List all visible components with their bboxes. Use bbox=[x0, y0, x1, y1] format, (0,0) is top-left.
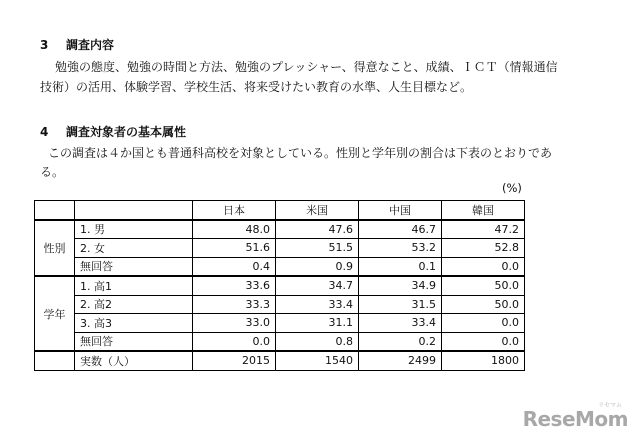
table-row bbox=[35, 276, 525, 295]
header-korea: 韓国 bbox=[442, 201, 525, 220]
row-label: 無回答 bbox=[75, 257, 193, 276]
section-4-line-2: る。 bbox=[40, 165, 65, 179]
value-cell: 34.7 bbox=[276, 276, 359, 295]
header-japan: 日本 bbox=[193, 201, 276, 220]
value-cell: 31.1 bbox=[276, 314, 359, 333]
value-cell: 0.0 bbox=[442, 314, 525, 333]
value-cell: 46.7 bbox=[359, 220, 442, 239]
value-cell: 51.5 bbox=[276, 239, 359, 258]
value-cell: 33.3 bbox=[193, 295, 276, 314]
value-cell: 33.6 bbox=[193, 276, 276, 295]
section-4-title: 調査対象者の基本属性 bbox=[66, 125, 187, 139]
value-cell: 0.0 bbox=[442, 257, 525, 276]
watermark-subtext: リセマム bbox=[598, 402, 622, 409]
row-label: 1. 高1 bbox=[75, 276, 193, 295]
value-cell: 51.6 bbox=[193, 239, 276, 258]
group-label-gender: 性別 bbox=[35, 220, 75, 277]
row-label: 1. 男 bbox=[75, 220, 193, 239]
section-3-line-1: 勉強の態度、勉強の時間と方法、勉強のプレッシャー、得意なこと、成績、ＩＣＴ（情報通信 bbox=[55, 60, 558, 74]
section-3-title: 調査内容 bbox=[66, 38, 115, 52]
value-cell: 0.0 bbox=[442, 332, 525, 351]
table-row bbox=[35, 314, 525, 333]
table-unit: (%) bbox=[502, 181, 522, 195]
group-label-grade: 学年 bbox=[35, 276, 75, 351]
table-header-row bbox=[35, 201, 525, 220]
value-cell: 50.0 bbox=[442, 295, 525, 314]
row-label: 2. 女 bbox=[75, 239, 193, 258]
header-blank-cell bbox=[75, 201, 193, 220]
section-3-heading bbox=[40, 36, 114, 53]
value-cell: 33.0 bbox=[193, 314, 276, 333]
value-cell: 0.9 bbox=[276, 257, 359, 276]
value-cell: 48.0 bbox=[193, 220, 276, 239]
value-cell: 33.4 bbox=[276, 295, 359, 314]
value-cell: 0.1 bbox=[359, 257, 442, 276]
table-row bbox=[35, 257, 525, 276]
value-cell: 50.0 bbox=[442, 276, 525, 295]
table-row bbox=[35, 220, 525, 239]
section-3-number: 3 bbox=[40, 38, 49, 52]
row-label: 2. 高2 bbox=[75, 295, 193, 314]
value-cell: 47.2 bbox=[442, 220, 525, 239]
total-value-cell: 1800 bbox=[442, 351, 525, 370]
resemom-logo: ReseMom bbox=[522, 407, 628, 431]
value-cell: 31.5 bbox=[359, 295, 442, 314]
value-cell: 0.0 bbox=[193, 332, 276, 351]
value-cell: 0.2 bbox=[359, 332, 442, 351]
table-row bbox=[35, 332, 525, 351]
value-cell: 33.4 bbox=[359, 314, 442, 333]
section-3-line-2: 技術）の活用、体験学習、学校生活、将来受けたい教育の水準、人生目標など。 bbox=[40, 80, 473, 94]
header-blank-cell bbox=[35, 201, 75, 220]
value-cell: 0.4 bbox=[193, 257, 276, 276]
section-4-number: 4 bbox=[40, 125, 49, 139]
value-cell: 47.6 bbox=[276, 220, 359, 239]
total-label: 実数（人） bbox=[75, 351, 193, 370]
total-value-cell: 1540 bbox=[276, 351, 359, 370]
table-total-row bbox=[35, 351, 525, 370]
total-value-cell: 2499 bbox=[359, 351, 442, 370]
header-china: 中国 bbox=[359, 201, 442, 220]
value-cell: 34.9 bbox=[359, 276, 442, 295]
value-cell: 52.8 bbox=[442, 239, 525, 258]
table-row bbox=[35, 295, 525, 314]
value-cell: 53.2 bbox=[359, 239, 442, 258]
section-4-heading bbox=[40, 123, 186, 140]
row-label: 無回答 bbox=[75, 332, 193, 351]
row-label: 3. 高3 bbox=[75, 314, 193, 333]
header-usa: 米国 bbox=[276, 201, 359, 220]
total-blank-cell bbox=[35, 351, 75, 370]
section-4-line-1: この調査は４か国とも普通科高校を対象としている。性別と学年別の割合は下表のとおりであ bbox=[48, 146, 553, 160]
table-row bbox=[35, 239, 525, 258]
value-cell: 0.8 bbox=[276, 332, 359, 351]
total-value-cell: 2015 bbox=[193, 351, 276, 370]
attribute-table bbox=[34, 200, 525, 371]
